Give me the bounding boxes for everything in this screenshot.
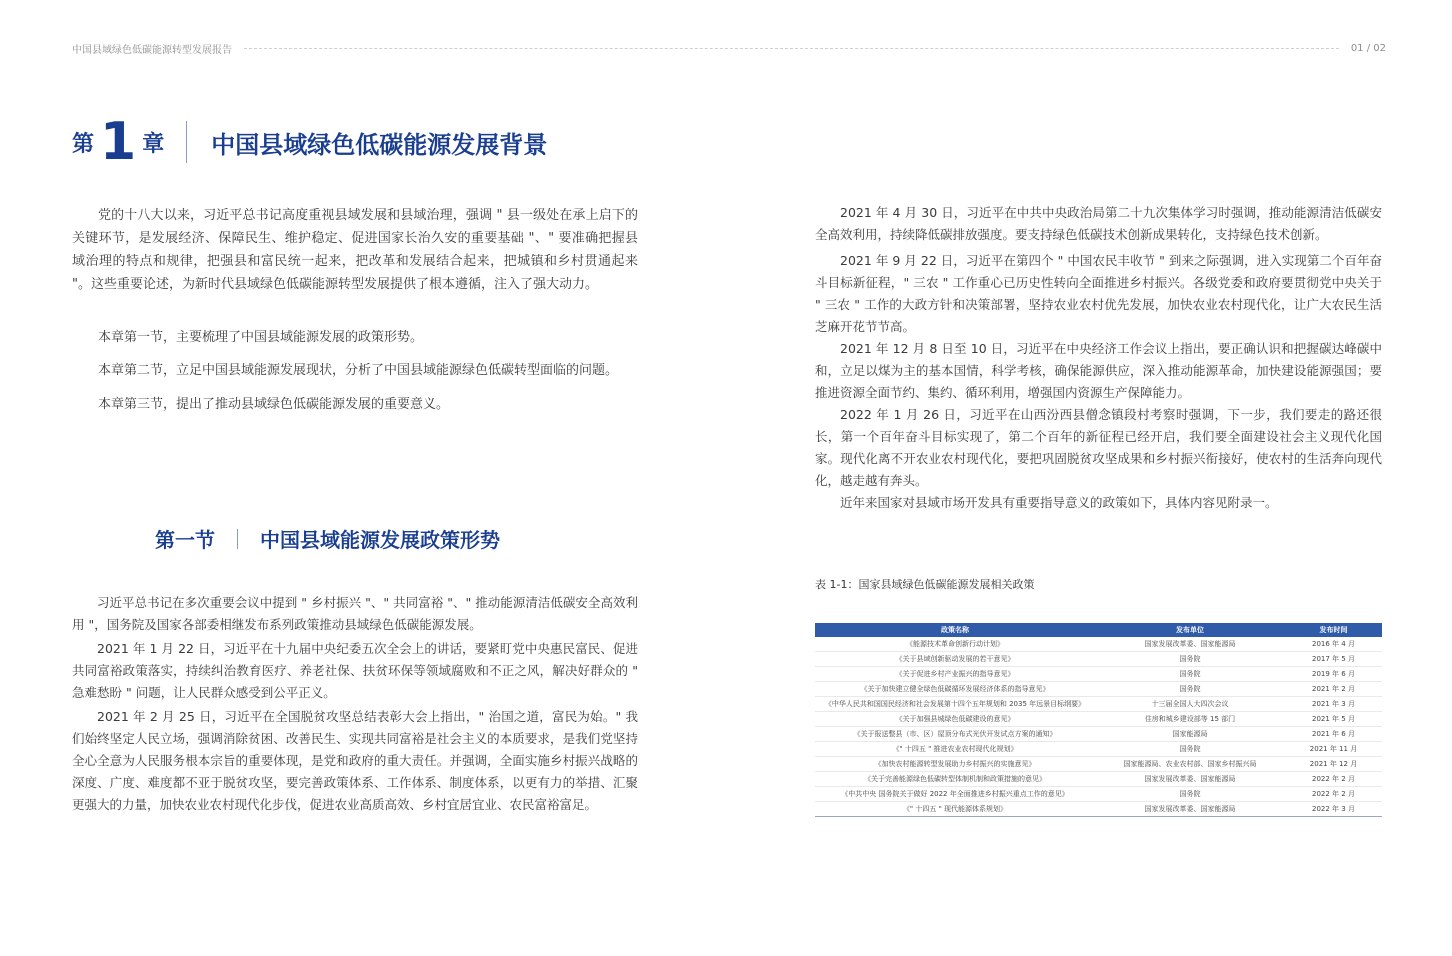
page-header (72, 38, 1386, 58)
table-row (815, 667, 1382, 682)
header-divider (244, 48, 1339, 49)
section-paragraph: 2021 年 2 月 25 日，习近平在全国脱贫攻坚总结表彰大会上指出，" 治国之道，富民为始。" 我们始终坚定人民立场，强调消除贫困、改善民生、实现共同富裕是社会主义的本质要求，是我们党坚持全心全意为人民服务根本宗旨的重要体现，是党和政府的重大责任。并强调，全面实施乡村振兴战略的深度、广度、难度都不亚于脱贫攻坚，要完善政策体系、工作体系、制度体系，以更有力的举措、汇聚更强大的力量，加快农业农村现代化步伐，促进农业高质高效、乡村宜居宜业、农民富裕富足。 (72, 709, 638, 812)
table-row (815, 727, 1382, 742)
chapter-divider (186, 121, 187, 163)
chapter-suffix: 章 (142, 131, 165, 157)
intro-paragraph: 本章第二节，立足中国县域能源发展现状，分析了中国县域能源绿色低碳转型面临的问题。 (98, 363, 619, 378)
issuer-cell: 国家发展改革委、国家能源局 (1095, 772, 1285, 787)
issuer-cell: 国家能源局 (1095, 727, 1285, 742)
date-cell: 2022 年 2 月 (1285, 772, 1382, 787)
table-header-row (815, 623, 1382, 637)
policy-name-cell: 《关于促进乡村产业振兴的指导意见》 (815, 667, 1095, 682)
date-cell: 2021 年 2 月 (1285, 682, 1382, 697)
policy-table (815, 623, 1382, 817)
date-cell: 2017 年 5 月 (1285, 652, 1382, 667)
section-title: 中国县域能源发展政策形势 (260, 528, 500, 552)
table-caption: 表 1-1：国家县域绿色低碳能源发展相关政策 (815, 578, 1035, 591)
issuer-cell: 国务院 (1095, 742, 1285, 757)
chapter-title: 中国县域绿色低碳能源发展背景 (211, 130, 548, 159)
policy-name-cell: 《" 十四五 " 推进农业农村现代化规划》 (815, 742, 1095, 757)
date-cell: 2021 年 3 月 (1285, 697, 1382, 712)
column-header-date: 发布时间 (1285, 623, 1382, 637)
policy-name-cell: 《中共中央 国务院关于做好 2022 年全面推进乡村振兴重点工作的意见》 (815, 787, 1095, 802)
intro-paragraph: 本章第一节，主要梳理了中国县域能源发展的政策形势。 (98, 330, 424, 345)
policy-name-cell: 《关于县域创新驱动发展的若干意见》 (815, 652, 1095, 667)
page-indicator: 01 / 02 (1350, 42, 1386, 54)
intro-paragraph: 党的十八大以来，习近平总书记高度重视县域发展和县域治理，强调 " 县一级处在承上启下的关键环节，是发展经济、保障民生、维护稳定、促进国家长治久安的重要基础 "、" 要准确把握县域治理的特点和规律，把强县和富民统一起来，把改革和发展结合起来，把城镇和乡村贯通起来 "。这些重要论述，为新时代县域绿色低碳能源转型发展提供了根本遵循，注入了强大动力。 (72, 208, 638, 292)
table-row (815, 652, 1382, 667)
policy-name-cell: 《关于完善能源绿色低碳转型体制机制和政策措施的意见》 (815, 772, 1095, 787)
table-row (815, 712, 1382, 727)
right-paragraph: 2021 年 9 月 22 日，习近平在第四个 " 中国农民丰收节 " 到来之际强调，进入实现第二个百年奋斗目标新征程，" 三农 " 工作重心已历史性转向全面推进乡村振兴。各级党委和政府要贯彻党中央关于 " 三农 " 工作的大政方针和决策部署，坚持农业农村优先发展，加快农业农村现代化，让广大农民生活芝麻开花节节高。 (815, 253, 1382, 334)
right-paragraph: 2021 年 4 月 30 日，习近平在中共中央政治局第二十九次集体学习时强调，推动能源清洁低碳安全高效利用，持续降低碳排放强度。要支持绿色低碳技术创新成果转化，支持绿色技术创新。 (815, 205, 1382, 242)
issuer-cell: 国家发展改革委、国家能源局 (1095, 802, 1285, 817)
table-row (815, 787, 1382, 802)
date-cell: 2021 年 11 月 (1285, 742, 1382, 757)
chapter-prefix: 第 (72, 131, 95, 157)
date-cell: 2021 年 6 月 (1285, 727, 1382, 742)
section-paragraph: 2021 年 1 月 22 日，习近平在十九届中央纪委五次全会上的讲话，要紧盯党中央惠民富民、促进共同富裕政策落实，持续纠治教育医疗、养老社保、扶贫环保等领域腐败和不正之风，解决好群众的 " 急难愁盼 " 问题，让人民群众感受到公平正义。 (72, 641, 638, 700)
date-cell: 2022 年 3 月 (1285, 802, 1382, 817)
date-cell: 2016 年 4 月 (1285, 637, 1382, 652)
table-row (815, 742, 1382, 757)
section-paragraph: 习近平总书记在多次重要会议中提到 " 乡村振兴 "、" 共同富裕 "、" 推动能源清洁低碳安全高效利用 "，国务院及国家各部委相继发布系列政策推动县域绿色低碳能源发展。 (72, 595, 638, 632)
policy-name-cell: 《加快农村能源转型发展助力乡村振兴的实施意见》 (815, 757, 1095, 772)
date-cell: 2022 年 2 月 (1285, 787, 1382, 802)
chapter-heading (72, 112, 547, 172)
issuer-cell: 十三届全国人大四次会议 (1095, 697, 1285, 712)
date-cell: 2021 年 12 月 (1285, 757, 1382, 772)
policy-name-cell: 《" 十四五 " 现代能源体系规划》 (815, 802, 1095, 817)
date-cell: 2019 年 6 月 (1285, 667, 1382, 682)
issuer-cell: 国务院 (1095, 652, 1285, 667)
policy-name-cell: 《关于加强县城绿色低碳建设的意见》 (815, 712, 1095, 727)
column-header-issuer: 发布单位 (1095, 623, 1285, 637)
issuer-cell: 国务院 (1095, 682, 1285, 697)
table-row (815, 637, 1382, 652)
issuer-cell: 国务院 (1095, 667, 1285, 682)
right-paragraph: 近年来国家对县域市场开发具有重要指导意义的政策如下，具体内容见附录一。 (840, 495, 1278, 510)
right-paragraph: 2022 年 1 月 26 日，习近平在山西汾西县僧念镇段村考察时强调，下一步，我们要走的路还很长，第一个百年奋斗目标实现了，第二个百年的新征程已经开启，我们要全面建设社会主义现代化国家。现代化离不开农业农村现代化，要把巩固脱贫攻坚成果和乡村振兴衔接好，使农村的生活奔向现代化，越走越有奔头。 (815, 407, 1382, 488)
issuer-cell: 国家发展改革委、国家能源局 (1095, 637, 1285, 652)
table-row (815, 802, 1382, 817)
intro-paragraph: 本章第三节，提出了推动县域绿色低碳能源发展的重要意义。 (98, 397, 450, 412)
right-paragraph: 2021 年 12 月 8 日至 10 日，习近平在中央经济工作会议上指出，要正确认识和把握碳达峰碳中和，立足以煤为主的基本国情，科学考核，确保能源供应，深入推动能源革命，加快建设能源强国；要推进资源全面节约、集约、循环利用，增强国内资源生产保障能力。 (815, 341, 1382, 400)
date-cell: 2021 年 5 月 (1285, 712, 1382, 727)
column-header-policy: 政策名称 (815, 623, 1095, 637)
policy-name-cell: 《关于报送整县（市、区）屋顶分布式光伏开发试点方案的通知》 (815, 727, 1095, 742)
issuer-cell: 国务院 (1095, 787, 1285, 802)
policy-name-cell: 《能源技术革命创新行动计划》 (815, 637, 1095, 652)
table-row (815, 682, 1382, 697)
issuer-cell: 住房和城乡建设部等 15 部门 (1095, 712, 1285, 727)
issuer-cell: 国家能源局、农业农村部、国家乡村振兴局 (1095, 757, 1285, 772)
section-heading (155, 524, 500, 553)
table-row (815, 757, 1382, 772)
section-divider (237, 529, 238, 549)
section-label: 第一节 (155, 528, 215, 552)
table-row (815, 772, 1382, 787)
chapter-number: 1 (100, 112, 137, 172)
table-row (815, 697, 1382, 712)
policy-name-cell: 《中华人民共和国国民经济和社会发展第十四个五年规划和 2035 年远景目标纲要》 (815, 697, 1095, 712)
policy-name-cell: 《关于加快建立健全绿色低碳循环发展经济体系的指导意见》 (815, 682, 1095, 697)
report-title: 中国县域绿色低碳能源转型发展报告 (72, 44, 232, 56)
